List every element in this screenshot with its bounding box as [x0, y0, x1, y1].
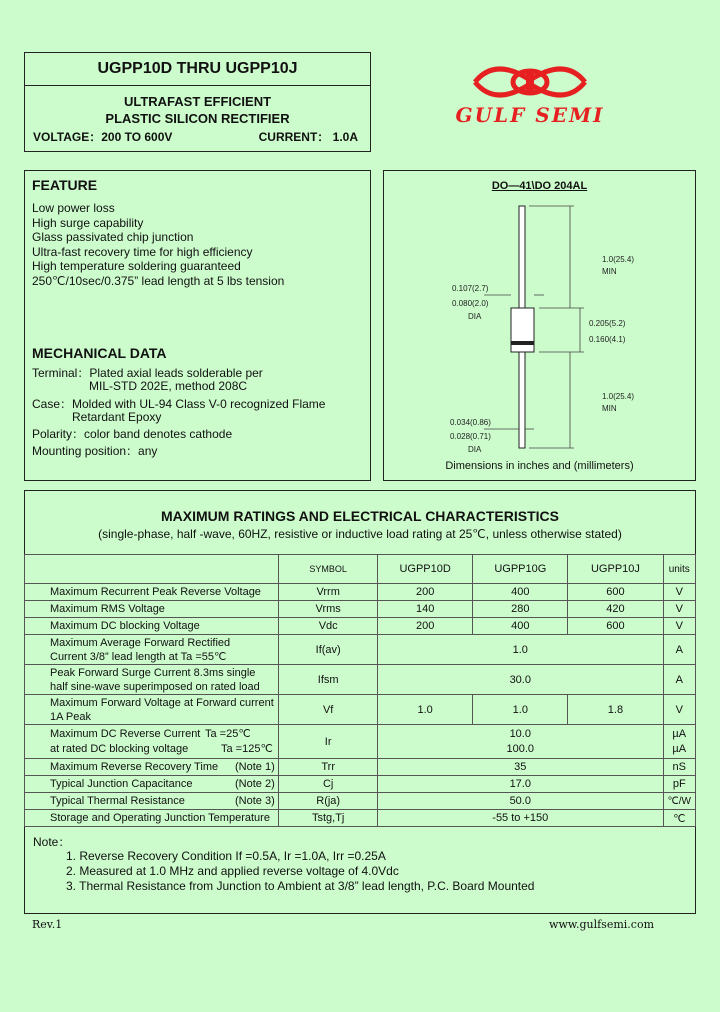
- table-header-row: [25, 555, 696, 584]
- mechanical-line: Case：Molded with UL-94 Class V-0 recognized Flame: [32, 397, 326, 411]
- header-units: units: [663, 555, 696, 584]
- value-cell: 600: [568, 618, 663, 635]
- value-cell: 50.0: [378, 793, 663, 810]
- current-spec: CURRENT： 1.0A: [258, 130, 358, 144]
- body-dia-max: 0.107(2.7): [452, 284, 489, 293]
- table-row: [25, 618, 696, 635]
- mechanical-heading: MECHANICAL DATA: [32, 345, 167, 361]
- value-cell: 600: [568, 584, 663, 601]
- symbol-cell: Ifsm: [279, 665, 378, 695]
- title-box: [24, 52, 371, 152]
- mechanical-line: Polarity：color band denotes cathode: [32, 427, 233, 441]
- symbol-cell: Cj: [279, 776, 378, 793]
- param-line: [50, 742, 274, 757]
- value-cell: -55 to +150: [378, 810, 663, 827]
- feature-box: [24, 170, 371, 481]
- lead-length-top: 1.0(25.4): [602, 255, 635, 264]
- param-text: at rated DC blocking voltage: [50, 742, 189, 755]
- unit-cell: ℃: [663, 810, 696, 827]
- note-item: 2. Measured at 1.0 MHz and applied reverse voltage of 4.0Vdc: [66, 864, 399, 878]
- unit-cell: V: [663, 618, 696, 635]
- value-cell: [378, 725, 663, 759]
- condition-text: Ta =25℃: [205, 727, 251, 740]
- lead-length-bottom: 1.0(25.4): [602, 392, 635, 401]
- value-line: 100.0: [506, 742, 535, 755]
- table-row: [25, 601, 696, 618]
- unit-cell: [663, 725, 696, 759]
- header-symbol: SYMBOL: [279, 555, 378, 584]
- condition-text: Ta =125℃: [221, 742, 273, 755]
- param-cell: Storage and Operating Junction Temperature: [25, 810, 279, 827]
- brand-name: GULF SEMI: [455, 103, 605, 127]
- symbol-cell: If(av): [279, 635, 378, 665]
- param-cell: [25, 793, 279, 810]
- symbol-cell: Vrms: [279, 601, 378, 618]
- unit-cell: nS: [663, 759, 696, 776]
- unit-cell: A: [663, 665, 696, 695]
- symbol-cell: Vdc: [279, 618, 378, 635]
- param-line: Peak Forward Surge Current 8.3ms single: [50, 666, 256, 679]
- part-range: UGPP10D THRU UGPP10J: [97, 60, 298, 77]
- body-dia-label: DIA: [468, 312, 482, 321]
- table-row: [25, 725, 696, 759]
- symbol-cell: Ir: [279, 725, 378, 759]
- table-row: [25, 810, 696, 827]
- note-item: 1. Reverse Recovery Condition If =0.5A, Ir =1.0A, Irr =0.25A: [66, 849, 386, 863]
- header-ugpp10d: UGPP10D: [378, 555, 473, 584]
- param-cell: [25, 695, 279, 725]
- value-cell: 420: [568, 601, 663, 618]
- notes-label: Note：: [33, 835, 71, 849]
- param-cell: [25, 725, 279, 759]
- feature-heading: FEATURE: [32, 177, 98, 193]
- param-text: Maximum Reverse Recovery Time: [50, 761, 219, 773]
- value-cell: 17.0: [378, 776, 663, 793]
- ratings-title: MAXIMUM RATINGS AND ELECTRICAL CHARACTERISTICS: [161, 508, 559, 524]
- table-row: [25, 776, 696, 793]
- value-cell: 280: [473, 601, 568, 618]
- table-row: [25, 793, 696, 810]
- body-dia-min: 0.080(2.0): [452, 299, 489, 308]
- header-ugpp10g: UGPP10G: [473, 555, 568, 584]
- unit-line: µA: [672, 727, 687, 740]
- param-cell: [25, 776, 279, 793]
- param-text: Typical Thermal Resistance: [50, 795, 185, 807]
- value-cell: 35: [378, 759, 663, 776]
- value-cell: 1.0: [378, 635, 663, 665]
- value-cell: 1.0: [378, 695, 473, 725]
- value-cell: 1.8: [568, 695, 663, 725]
- unit-cell: pF: [663, 776, 696, 793]
- lead-length-bottom-min: MIN: [602, 404, 617, 413]
- note-ref: (Note 1): [235, 761, 275, 773]
- value-cell: 400: [473, 618, 568, 635]
- feature-item: Glass passivated chip junction: [32, 230, 194, 244]
- table-row: [25, 584, 696, 601]
- body-length-min: 0.160(4.1): [589, 335, 626, 344]
- lead-dia-label: DIA: [468, 445, 482, 454]
- feature-item: High surge capability: [32, 216, 144, 230]
- unit-cell: ℃/W: [663, 793, 696, 810]
- param-text: Maximum DC Reverse Current: [50, 727, 201, 740]
- symbol-cell: Tstg,Tj: [279, 810, 378, 827]
- symbol-cell: Vrrm: [279, 584, 378, 601]
- param-cell: [25, 665, 279, 695]
- symbol-cell: Trr: [279, 759, 378, 776]
- diode-outline-drawing: [384, 171, 697, 482]
- mechanical-line: Mounting position：any: [32, 444, 158, 458]
- feature-item: Low power loss: [32, 201, 115, 215]
- unit-cell: V: [663, 601, 696, 618]
- note-item: 3. Thermal Resistance from Junction to Ambient at 3/8” lead length, P.C. Board Mounted: [66, 879, 535, 893]
- header-param: [25, 555, 279, 584]
- param-cell: Maximum Recurrent Peak Reverse Voltage: [25, 584, 279, 601]
- value-cell: 400: [473, 584, 568, 601]
- mechanical-line: Terminal：Plated axial leads solderable per: [32, 366, 263, 380]
- param-cell: [25, 635, 279, 665]
- param-line: Maximum Average Forward Rectified: [50, 636, 231, 649]
- symbol-cell: Vf: [279, 695, 378, 725]
- lead-dia-min: 0.028(0.71): [450, 432, 491, 441]
- ratings-subtitle: (single-phase, half -wave, 60HZ, resistive or inductive load rating at 25℃, unless otherwise stated): [98, 527, 622, 541]
- param-line: Maximum Forward Voltage at Forward current: [50, 696, 274, 709]
- package-diagram-box: [383, 170, 696, 481]
- table-row: [25, 759, 696, 776]
- param-line: [50, 727, 274, 742]
- table-row: [25, 635, 696, 665]
- value-line: 10.0: [509, 727, 531, 740]
- value-cell: 200: [378, 618, 473, 635]
- param-line: 1A Peak: [50, 710, 91, 723]
- table-row: [25, 695, 696, 725]
- value-cell: 1.0: [473, 695, 568, 725]
- mechanical-line: MIL-STD 202E, method 208C: [89, 379, 248, 393]
- feature-item: High temperature soldering guaranteed: [32, 259, 241, 273]
- website-url: www.gulfsemi.com: [549, 918, 654, 931]
- unit-cell: A: [663, 635, 696, 665]
- ratings-table: [24, 554, 696, 827]
- feature-item: Ultra-fast recovery time for high efficiency: [32, 245, 253, 259]
- body-length-max: 0.205(5.2): [589, 319, 626, 328]
- table-row: [25, 665, 696, 695]
- param-text: Typical Junction Capacitance: [50, 778, 193, 790]
- note-ref: (Note 2): [235, 778, 275, 790]
- param-cell: [25, 759, 279, 776]
- param-line: Current 3/8” lead length at Ta =55℃: [50, 650, 227, 663]
- package-title: DO—41\DO 204AL: [491, 180, 588, 192]
- param-cell: Maximum RMS Voltage: [25, 601, 279, 618]
- value-cell: 30.0: [378, 665, 663, 695]
- product-desc-2: PLASTIC SILICON RECTIFIER: [105, 111, 290, 126]
- voltage-spec: VOLTAGE：200 TO 600V: [33, 130, 173, 144]
- param-line: half sine-wave superimposed on rated load: [50, 680, 260, 693]
- param-cell: Maximum DC blocking Voltage: [25, 618, 279, 635]
- value-cell: 200: [378, 584, 473, 601]
- value-cell: 140: [378, 601, 473, 618]
- header-ugpp10j: UGPP10J: [568, 555, 663, 584]
- mechanical-line: Retardant Epoxy: [72, 410, 162, 424]
- note-ref: (Note 3): [235, 795, 275, 807]
- lead-dia-max: 0.034(0.86): [450, 418, 491, 427]
- symbol-cell: R(ja): [279, 793, 378, 810]
- product-desc-1: ULTRAFAST EFFICIENT: [123, 94, 272, 109]
- feature-item: 250℃/10sec/0.375” lead length at 5 lbs tension: [32, 274, 285, 288]
- unit-cell: V: [663, 695, 696, 725]
- dimensions-caption: Dimensions in inches and (millimeters): [445, 460, 634, 472]
- unit-line: µA: [672, 742, 687, 755]
- revision-label: Rev.1: [32, 918, 63, 931]
- divider: [25, 85, 370, 86]
- unit-cell: V: [663, 584, 696, 601]
- lead-length-top-min: MIN: [602, 267, 617, 276]
